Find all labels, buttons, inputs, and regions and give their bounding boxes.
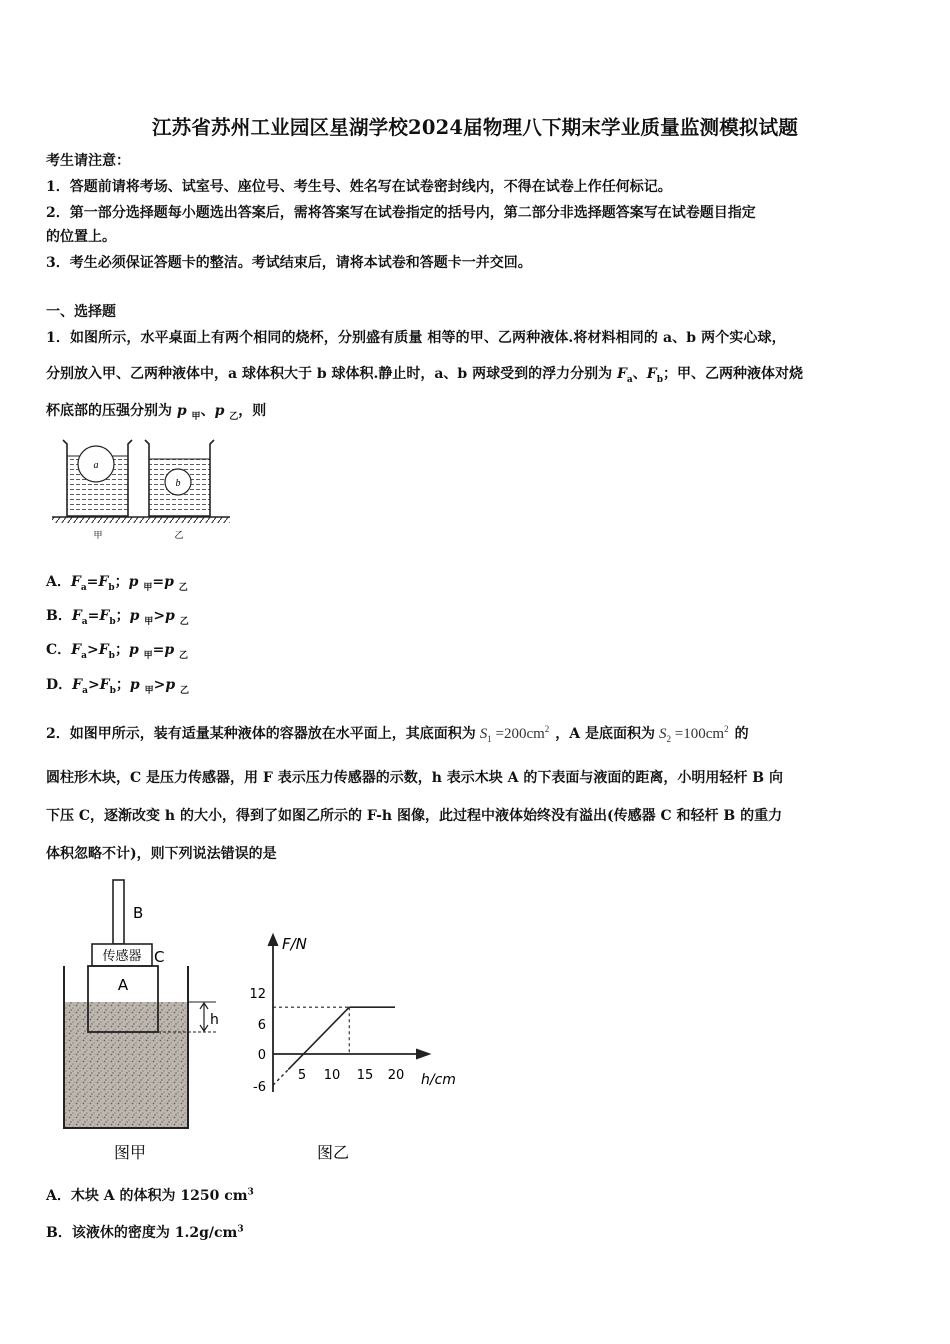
- x-tick-15: 15: [356, 1068, 374, 1083]
- label-jia: 甲: [93, 531, 103, 541]
- ball-b-label: b: [175, 478, 181, 489]
- notice-line-1: 1．答题前请将考场、试室号、座位号、考生号、姓名写在试卷密封线内，不得在试卷上作任何标记。: [46, 179, 672, 195]
- q1-option-a[interactable]: A．$F_a=F_b$；p $_甲$=p $_乙$: [46, 574, 188, 593]
- page-title: 江苏省苏州工业园区星湖学校2024届物理八下期末学业质量监测模拟试题: [151, 116, 799, 139]
- caption-yi: 图乙: [316, 1143, 350, 1162]
- q1-option-b[interactable]: B．$F_a=F_b$；p $_甲$>p $_乙$: [46, 608, 189, 627]
- liquid: [64, 1002, 188, 1128]
- notice-heading: 考生请注意：: [46, 153, 130, 169]
- q2-line-2: 圆柱形木块，C 是压力传感器，用 F 表示压力传感器的示数，h 表示木块 A 的下表面与液面的距离，小明用轻杆 B 向: [46, 770, 783, 786]
- q2-option-b[interactable]: B．该液休的密度为 $1.2g/cm^3$: [46, 1224, 244, 1241]
- rod-b-label: B: [133, 904, 144, 922]
- fh-line-dashed: [273, 1070, 288, 1086]
- q2-fh-chart: [238, 922, 468, 1168]
- sensor-label: 传感器: [102, 949, 142, 964]
- q1-option-d[interactable]: D．$F_a>F_b$；p $_甲$>p $_乙$: [46, 677, 190, 696]
- q2-option-a[interactable]: A．木块 A 的体积为 1250 $cm^3$: [46, 1187, 254, 1204]
- q2-line-1: 2．如图甲所示，装有适量某种液体的容器放在水平面上，其底面积为 $S_1 =200cm^2$ ，A 是底面积为 $S_2 =100cm^2$ 的: [46, 724, 749, 744]
- q1-line-2: 分别放入甲、乙两种液体中，a 球体积大于 b 球体积.静止时，a、b 两球受到的浮力分别为 $F_a$、$F_b$；甲、乙两种液体对烧: [46, 366, 804, 385]
- notice-line-3: 3．考生必须保证答题卡的整洁。考试结束后，请将本试卷和答题卡一并交回。: [46, 255, 532, 271]
- q2-container-figure: [54, 878, 224, 1168]
- notice-line-2b: 的位置上。: [46, 229, 116, 245]
- sensor-c-label: C: [154, 948, 165, 966]
- q1-line-1: 1．如图所示，水平桌面上有两个相同的烧杯，分别盛有质量 相等的甲、乙两种液体.将材料相同的 a、b 两个实心球，: [46, 330, 786, 346]
- y-tick-12: 12: [249, 987, 266, 1002]
- x-tick-5: 5: [297, 1068, 307, 1083]
- notice-line-2a: 2．第一部分选择题每小题选出答案后，需将答案写在试卷指定的括号内，第二部分非选择题答案写在试卷题目指定: [46, 205, 756, 221]
- section-heading: 一、选择题: [46, 304, 116, 320]
- q2-line-3: 下压 C，逐渐改变 h 的大小，得到了如图乙所示的 F-h 图像，此过程中液体始终没有溢出(传感器 C 和轻杆 B 的重力: [46, 808, 783, 824]
- table-surface: [52, 517, 230, 523]
- q1-line-3: 杯底部的压强分别为 p $_甲$、p $_乙$，则: [46, 403, 267, 422]
- h-label: h: [210, 1012, 219, 1028]
- x-tick-20: 20: [387, 1068, 405, 1083]
- ball-a-label: a: [93, 460, 99, 471]
- caption-jia: 图甲: [113, 1143, 147, 1162]
- q2-line-4: 体积忽略不计)，则下列说法错误的是: [46, 846, 277, 862]
- x-tick-10: 10: [323, 1068, 341, 1083]
- beaker-jia: [63, 440, 132, 516]
- y-tick-0: 0: [257, 1048, 266, 1063]
- rod-b: [113, 880, 124, 944]
- fh-line-rising: [288, 1007, 349, 1069]
- label-yi: 乙: [174, 531, 184, 541]
- y-tick-neg6: -6: [253, 1080, 266, 1095]
- y-axis-label: F/N: [282, 935, 307, 953]
- x-axis-label: h/cm: [421, 1072, 456, 1088]
- y-tick-6: 6: [257, 1018, 266, 1033]
- block-a-label: A: [117, 976, 129, 994]
- q1-option-c[interactable]: C．$F_a>F_b$；p $_甲$=p $_乙$: [46, 642, 189, 661]
- q1-beakers-figure: [46, 432, 236, 544]
